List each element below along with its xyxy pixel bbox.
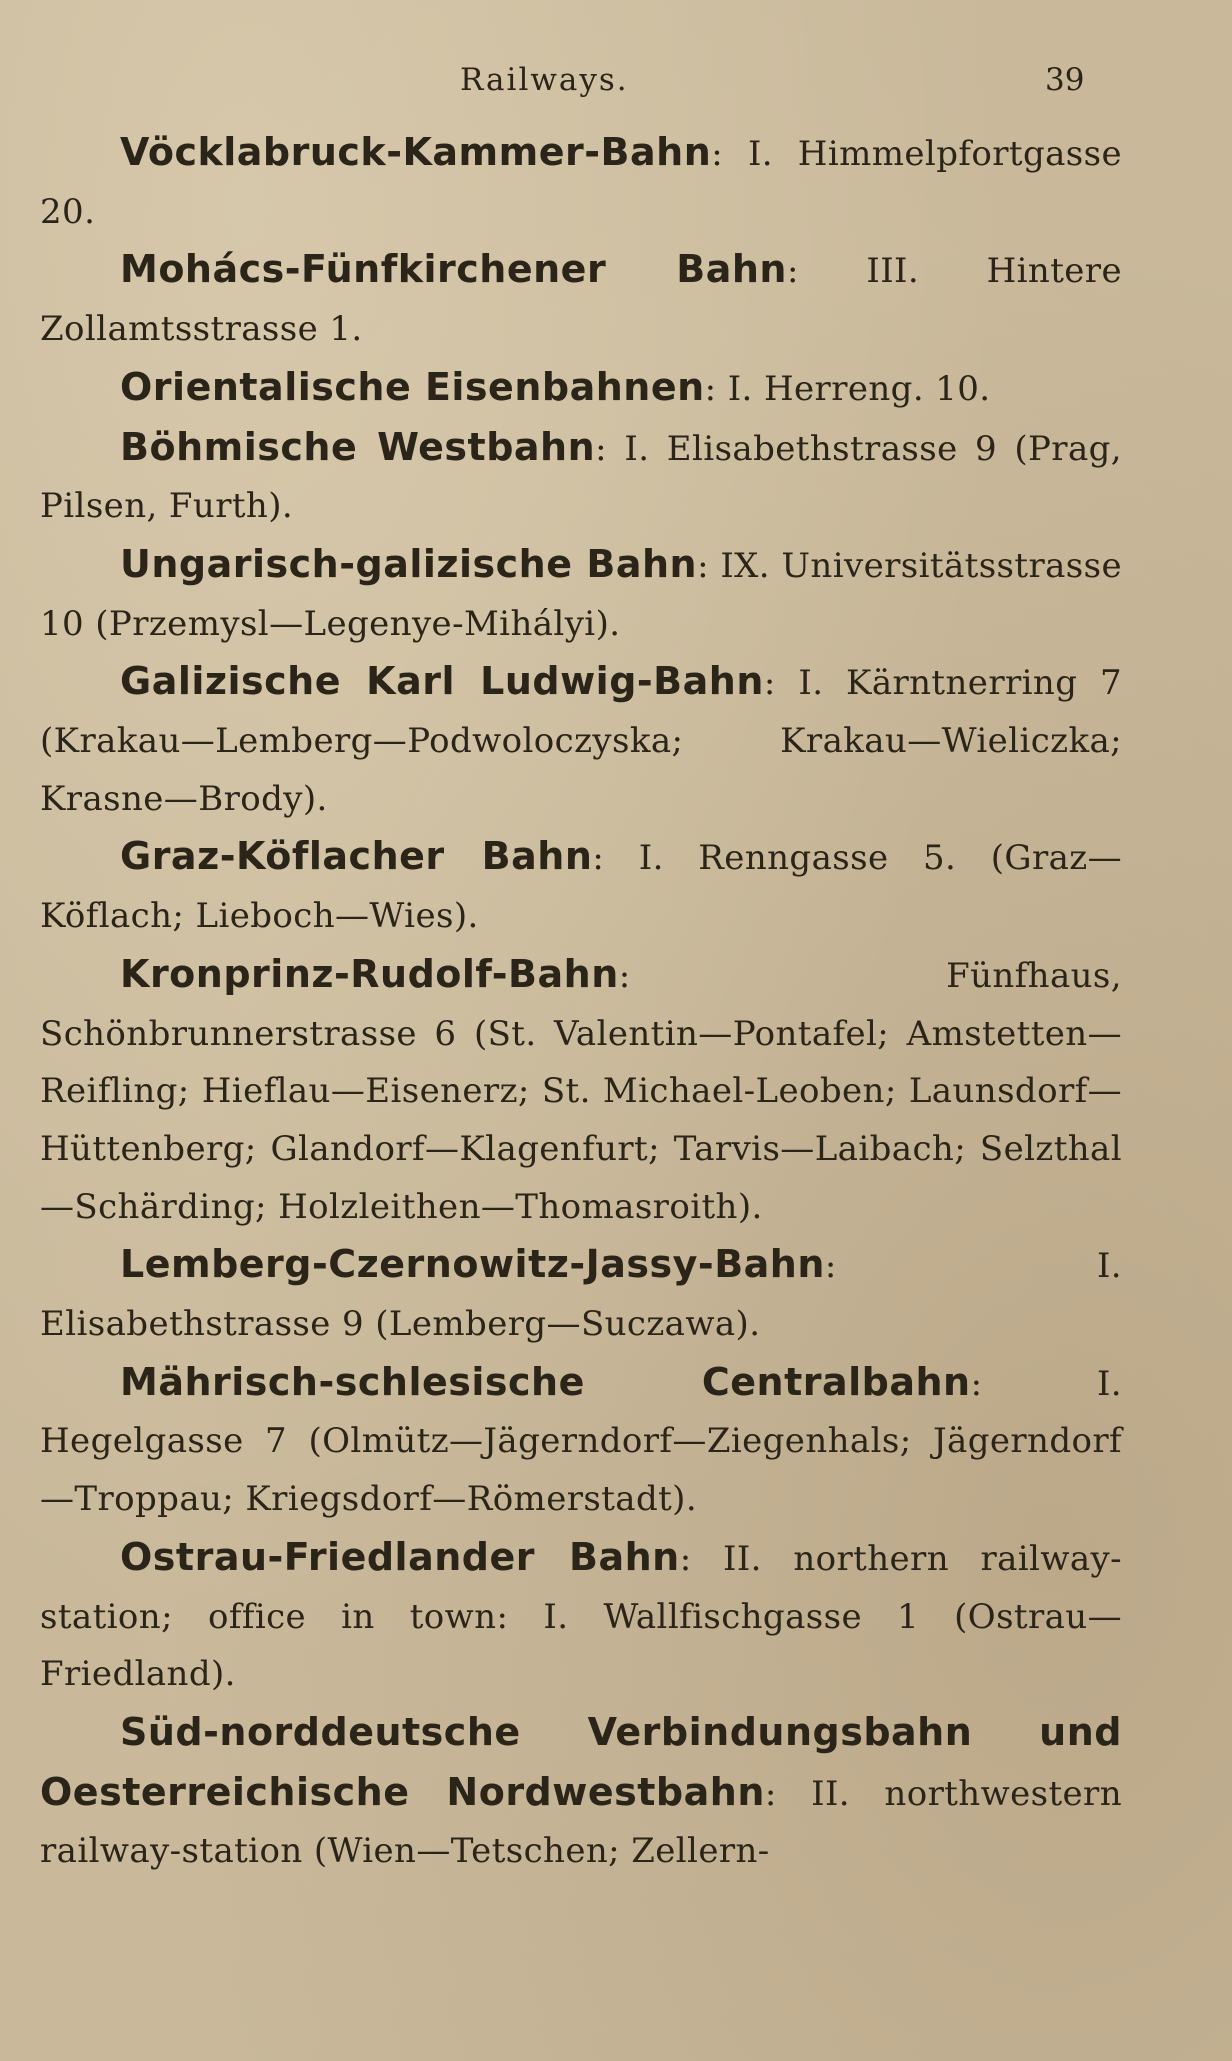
- railway-address: : I. Elisabethstrasse 9 (Prag, Pilsen, Furth).: [40, 428, 1122, 527]
- directory-entry: [40, 1354, 1122, 1529]
- railway-name: Graz-Köflacher Bahn: [120, 834, 593, 879]
- railway-address: : I. Elisabethstrasse 9 (Lemberg—Suczawa).: [40, 1246, 1122, 1345]
- directory-entry: [40, 124, 1122, 241]
- directory-entry: [40, 359, 1122, 419]
- directory-entry: [40, 1529, 1122, 1704]
- directory-entry: [40, 419, 1122, 536]
- railway-address: : II. northern railway-station; office in town: I. Wallfischgasse 1 (Ostrau—Friedland).: [40, 1538, 1123, 1695]
- railway-name: Ostrau-Friedlander Bahn: [120, 1534, 680, 1579]
- directory-entry: [40, 828, 1122, 945]
- directory-entry: [40, 536, 1122, 653]
- railway-address: : III. Hintere Zollamtsstrasse 1.: [40, 251, 1122, 350]
- railway-address: : I. Hegelgasse 7 (Olmütz—Jägerndorf—Ziegenhals; Jägerndorf—Troppau; Kriegsdorf—Römerstadt).: [40, 1363, 1122, 1520]
- railway-directory: [40, 124, 1122, 1881]
- running-head-title: Railways.: [460, 62, 629, 98]
- railway-name: Mährisch-schlesische Centralbahn: [120, 1359, 971, 1404]
- railway-name: Lemberg-Czernowitz-Jassy-Bahn: [120, 1242, 825, 1287]
- railway-name: Böhmische Westbahn: [120, 424, 596, 469]
- railway-name: Galizische Karl Ludwig-Bahn: [120, 659, 764, 704]
- railway-address: : Fünfhaus, Schönbrunnerstrasse 6 (St. Valentin—Pontafel; Amstetten—Reifling; Hieflau—Eisenerz; St. Michael-Leoben; Launsdorf—Hüttenberg; Glandorf—Klagenfurt; Tarvis—Laibach; Selzthal—Schärding; Holzleithen—Thomasroith).: [40, 955, 1122, 1227]
- directory-entry: [40, 653, 1122, 828]
- railway-name: Vöcklabruck-Kammer-Bahn: [120, 130, 712, 174]
- directory-entry: [40, 241, 1122, 358]
- railway-address: : I. Renngasse 5. (Graz—Köflach; Lieboch—Wies).: [40, 838, 1122, 937]
- page-number: 39: [1045, 62, 1085, 98]
- directory-entry: [40, 1704, 1122, 1881]
- railway-name: Süd-norddeutsche Verbindungsbahn und Oesterreichische Nordwestbahn: [40, 1709, 1122, 1814]
- railway-address: : I. Himmelpfortgasse 20.: [40, 134, 1122, 232]
- railway-address: : IX. Universitätsstrasse 10 (Przemysl—Legenye-Mihályi).: [40, 545, 1122, 644]
- railway-name: Orientalische Eisenbahnen: [120, 364, 705, 409]
- directory-entry: [40, 946, 1122, 1237]
- railway-address: : I. Herreng. 10.: [704, 368, 991, 409]
- railway-address: : I. Kärntnerring 7 (Krakau—Lemberg—Podwoloczyska; Krakau—Wieliczka; Krasne—Brody).: [40, 663, 1122, 819]
- railway-name: Mohács-Fünfkirchener Bahn: [120, 247, 787, 292]
- directory-entry: [40, 1236, 1122, 1353]
- railway-name: Ungarisch-galizische Bahn: [120, 541, 698, 586]
- railway-name: Kronprinz-Rudolf-Bahn: [120, 951, 619, 996]
- running-head: [0, 62, 1232, 112]
- railway-address: : II. northwestern railway-station (Wien—Tetschen; Zellern-: [40, 1773, 1122, 1872]
